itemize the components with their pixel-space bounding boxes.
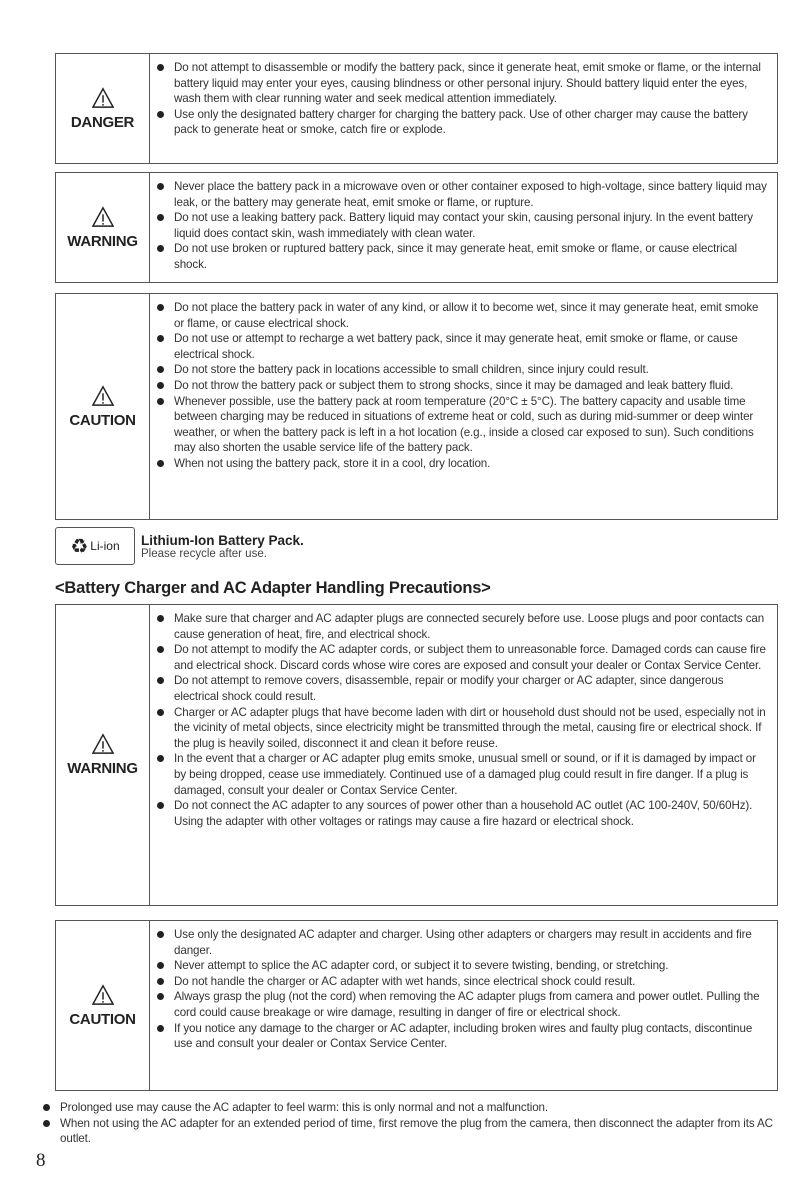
warning-list (150, 173, 777, 282)
caution-label (56, 294, 150, 519)
caution-list (150, 294, 777, 519)
label-text: CAUTION (69, 411, 136, 429)
list-item: Use only the designated battery charger for charging the battery pack. Use of other charger may cause the battery pack to generate heat or smoke, catch fire or explode. (174, 107, 769, 138)
list-item: Do not attempt to modify the AC adapter cords, or subject them to unreasonable force. Damaged cords can cause fire and electrical shock. Discard cords whose wire cores are exposed and consult your dealer or Contax Service Center. (174, 642, 769, 673)
note-item: Prolonged use may cause the AC adapter to feel warm: this is only normal and not a malfunction. (60, 1100, 790, 1116)
caution-adapter-box (55, 920, 778, 1091)
liion-recycle-notice (55, 527, 304, 565)
list-item: Do not handle the charger or AC adapter with wet hands, since electrical shock could result. (174, 974, 769, 990)
list-item: Do not place the battery pack in water of any kind, or allow it to become wet, since it may generate heat, emit smoke or flame, or cause electrical shock. (174, 300, 769, 331)
warning-triangle-icon (92, 984, 114, 1011)
list-item: Whenever possible, use the battery pack at room temperature (20°C ± 5°C). The battery capacity and usable time between charging may be reduced in situations of extreme heat or cold, such as during mid-summer or deep winter weather, or when the battery pack is left in a hot location (e.g., inside a closed car exposed to sun). Such conditions may also shorten the usable service life of the battery pack. (174, 394, 769, 456)
liion-subtitle: Please recycle after use. (141, 547, 267, 560)
danger-label (56, 54, 150, 163)
warning-box (55, 172, 778, 283)
caution2-label (56, 921, 150, 1090)
liion-logo-text: Li-ion (90, 539, 120, 553)
list-item: Do not throw the battery pack or subject them to strong shocks, since it may be damaged and leak battery fluid. (174, 378, 769, 394)
list-item: When not using the battery pack, store it in a cool, dry location. (174, 456, 769, 472)
warning-adapter-box (55, 604, 778, 906)
list-item: Do not use broken or ruptured battery pack, since it may generate heat, emit smoke or flame, or cause electrical shock. (174, 241, 769, 272)
label-text: WARNING (67, 232, 138, 250)
warning-triangle-icon (92, 87, 114, 114)
warning-triangle-icon (92, 733, 114, 760)
recycle-icon: ♻ (70, 535, 89, 558)
warning-triangle-icon (92, 206, 114, 233)
caution-box (55, 293, 778, 520)
list-item: Do not attempt to disassemble or modify the battery pack, since it generate heat, emit smoke or flame, or the internal battery liquid may enter your eyes, causing blindness or other personal injury. Should battery liquid enter the eyes, wash them with clear running water and seek medical attention immediately. (174, 60, 769, 107)
list-item: Do not use or attempt to recharge a wet battery pack, since it may generate heat, emit smoke or flame, or cause electrical shock. (174, 331, 769, 362)
page-number: 8 (36, 1150, 46, 1171)
list-item: Do not store the battery pack in locations accessible to small children, since injury could result. (174, 362, 769, 378)
note-item: When not using the AC adapter for an extended period of time, first remove the plug from the camera, then disconnect the adapter from its AC outlet. (60, 1116, 790, 1147)
list-item: Never attempt to splice the AC adapter cord, or subject it to severe twisting, bending, or stretching. (174, 958, 769, 974)
list-item: In the event that a charger or AC adapter plug emits smoke, unusual smell or sound, or if it is damaged by impact or by being dropped, cease use immediately. Continued use of a damaged plug could result in fire danger. If a plug is damaged, consult your dealer or Contax Service Center. (174, 751, 769, 798)
section-heading: <Battery Charger and AC Adapter Handling Precautions> (55, 579, 491, 597)
warning-label (56, 173, 150, 282)
warning2-list (150, 605, 777, 905)
warning-triangle-icon (92, 385, 114, 412)
liion-title: Lithium-Ion Battery Pack. (141, 532, 304, 548)
list-item: Use only the designated AC adapter and charger. Using other adapters or chargers may result in accidents and fire danger. (174, 927, 769, 958)
list-item: Always grasp the plug (not the cord) when removing the AC adapter plugs from camera and power outlet. Pulling the cord could cause breakage or wire damage, resulting in danger of fire or electrical shock. (174, 989, 769, 1020)
list-item: Make sure that charger and AC adapter plugs are connected securely before use. Loose plugs and poor contacts can cause generation of heat, fire, and electrical shock. (174, 611, 769, 642)
list-item: Charger or AC adapter plugs that have become laden with dirt or household dust should not be used, especially not in the vicinity of metal objects, since electricity might be transmitted through the metal, causing fire or electrical shock. If the plug is heavily soiled, disconnect it and clean it before reuse. (174, 705, 769, 752)
list-item: Do not use a leaking battery pack. Battery liquid may contact your skin, causing personal injury. In the event battery liquid does contact skin, wash immediately with clean water. (174, 210, 769, 241)
caution2-list (150, 921, 777, 1090)
danger-list (150, 54, 777, 163)
recycle-logo (55, 527, 135, 565)
list-item: Do not attempt to remove covers, disassemble, repair or modify your charger or AC adapter, since dangerous electrical shock could result. (174, 673, 769, 704)
label-text: CAUTION (69, 1010, 136, 1028)
label-text: WARNING (67, 760, 138, 777)
warning2-label (56, 605, 150, 905)
danger-box (55, 53, 778, 164)
list-item: If you notice any damage to the charger or AC adapter, including broken wires and faulty plug contacts, discontinue use and consult your dealer or Contax Service Center. (174, 1021, 769, 1052)
notes-list (40, 1100, 790, 1147)
list-item: Do not connect the AC adapter to any sources of power other than a household AC outlet (AC 100-240V, 50/60Hz). Using the adapter with other voltages or ratings may cause a fire hazard or electrical shock. (174, 798, 769, 829)
list-item: Never place the battery pack in a microwave oven or other container exposed to high-voltage, since battery liquid may leak, or the battery may generate heat, emit smoke or flame, or rupture. (174, 179, 769, 210)
label-text: DANGER (70, 113, 135, 131)
